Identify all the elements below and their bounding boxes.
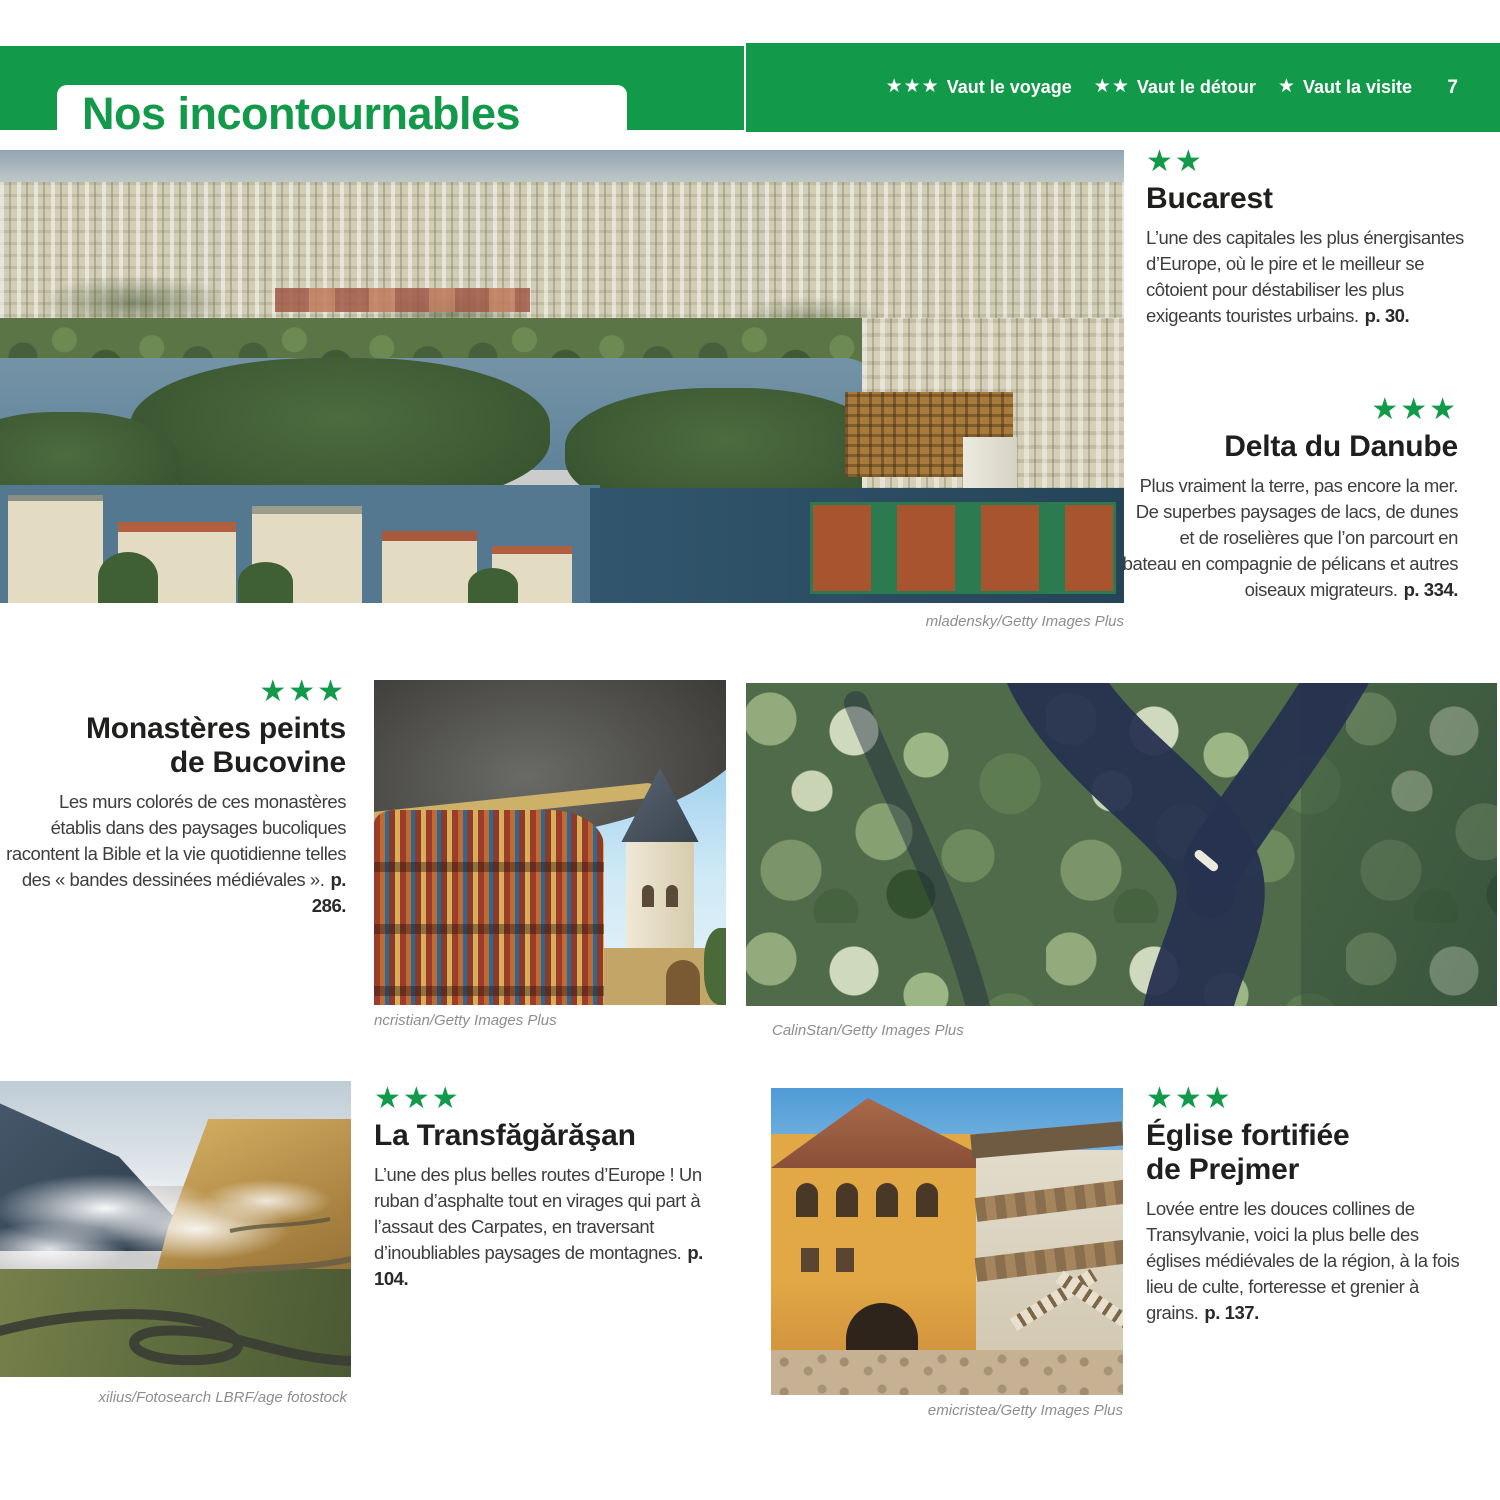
page-reference: p. 104. xyxy=(374,1242,703,1289)
page-title-box xyxy=(57,85,627,142)
legend-label: Vaut le détour xyxy=(1136,77,1256,97)
photo-credit: emicristea/Getty Images Plus xyxy=(927,1402,1123,1419)
photo-credit: mladensky/Getty Images Plus xyxy=(925,613,1124,630)
arched-windows xyxy=(796,1183,956,1217)
section-title: Bucarest xyxy=(1146,182,1273,215)
tower-window xyxy=(666,885,678,907)
photo-detail xyxy=(98,552,158,603)
photo-detail xyxy=(238,562,293,603)
section-body: L’une des capitales les plus énergisantes d’Europe, où le pire et le meilleur se côtoient pour déstabiliser les plus exigeants touristes urbains. p. 30. xyxy=(1146,227,1464,326)
section-title: La Transfăgărăşan xyxy=(374,1119,636,1152)
photo-detail xyxy=(704,928,726,1005)
photo-eglise-prejmer xyxy=(771,1088,1123,1395)
rating-stars: ★★★ xyxy=(1146,1082,1233,1115)
two-stars-icon: ★★ xyxy=(1093,76,1130,97)
photo-credit: CalinStan/Getty Images Plus xyxy=(772,1022,964,1039)
photo-monastere-bucovine xyxy=(374,680,726,1005)
section-title: Delta du Danube xyxy=(1224,430,1458,463)
window xyxy=(836,1248,854,1272)
page-reference: p. 30. xyxy=(1364,305,1410,326)
section-prejmer xyxy=(1146,1083,1476,1326)
rating-stars: ★★★ xyxy=(259,675,346,708)
legend-item-visite xyxy=(1278,77,1412,98)
section-delta-du-danube xyxy=(1122,394,1458,603)
gate-arch xyxy=(666,960,700,1005)
page-reference: p. 286. xyxy=(311,869,346,916)
building xyxy=(382,531,477,603)
photo-bucarest-aerial xyxy=(0,150,1124,603)
sky xyxy=(0,150,1124,184)
page-title: Nos incontournables xyxy=(82,87,521,139)
page-reference: p. 137. xyxy=(1204,1302,1259,1323)
tower-window xyxy=(642,885,654,907)
photo-transfagarasan-road xyxy=(0,1081,351,1377)
page-reference: p. 334. xyxy=(1403,579,1458,600)
photo-delta-aerial xyxy=(746,683,1497,1006)
section-title: Monastères peints de Bucovine xyxy=(85,712,346,779)
photo-credit: xilius/Fotosearch LBRF/age fotostock xyxy=(98,1389,347,1406)
legend-label: Vaut la visite xyxy=(1302,77,1412,97)
photo-credit: ncristian/Getty Images Plus xyxy=(374,1012,557,1029)
winding-road xyxy=(0,1081,351,1377)
cobblestone-courtyard xyxy=(771,1350,1123,1395)
one-star-icon: ★ xyxy=(1277,76,1296,97)
rating-stars: ★★ xyxy=(1146,145,1204,178)
section-body: Les murs colorés de ces monastères établis dans des paysages bucoliques racontent la Bible et la vie quotidienne telles des « bandes dessinées médiévales ». p. 286. xyxy=(6,791,346,916)
section-body: Plus vraiment la terre, pas encore la mer. De superbes paysages de lacs, de dunes et de roselières que l’on parcourt en bateau en compagnie de pélicans et autres oiseaux migrateurs. p. 334. xyxy=(1122,475,1458,600)
photo-detail xyxy=(468,568,518,603)
rating-stars: ★★★ xyxy=(374,1082,461,1115)
tennis-courts xyxy=(810,502,1116,594)
section-monasteres xyxy=(6,676,346,919)
rating-legend xyxy=(800,43,1412,132)
section-bucarest xyxy=(1146,146,1468,329)
legend-label: Vaut le voyage xyxy=(946,77,1072,97)
three-stars-icon: ★★★ xyxy=(885,76,940,97)
section-body: Lovée entre les douces collines de Transylvanie, voici la plus belle des églises médiévales de la région, à la fois lieu de culte, forteresse et grenier à grains. p. 137. xyxy=(1146,1198,1460,1323)
legend-item-detour xyxy=(1094,77,1256,98)
photo-detail xyxy=(0,182,1124,324)
photo-detail xyxy=(275,288,530,312)
building xyxy=(8,495,103,603)
section-transfagarasan xyxy=(374,1083,734,1292)
river-channel xyxy=(746,683,1497,1006)
section-title: Église fortifiée de Prejmer xyxy=(1146,1119,1350,1186)
page-number: 7 xyxy=(1447,76,1458,98)
rating-stars: ★★★ xyxy=(1371,393,1458,426)
window xyxy=(801,1248,819,1272)
section-body: L’une des plus belles routes d’Europe ! Un ruban d’asphalte tout en virages qui part à l’assaut des Carpates, en traversant d’inoubliables paysages de montagnes. p. 104. xyxy=(374,1164,703,1289)
legend-item-voyage xyxy=(886,77,1072,98)
painted-fresco-wall xyxy=(374,810,604,1005)
